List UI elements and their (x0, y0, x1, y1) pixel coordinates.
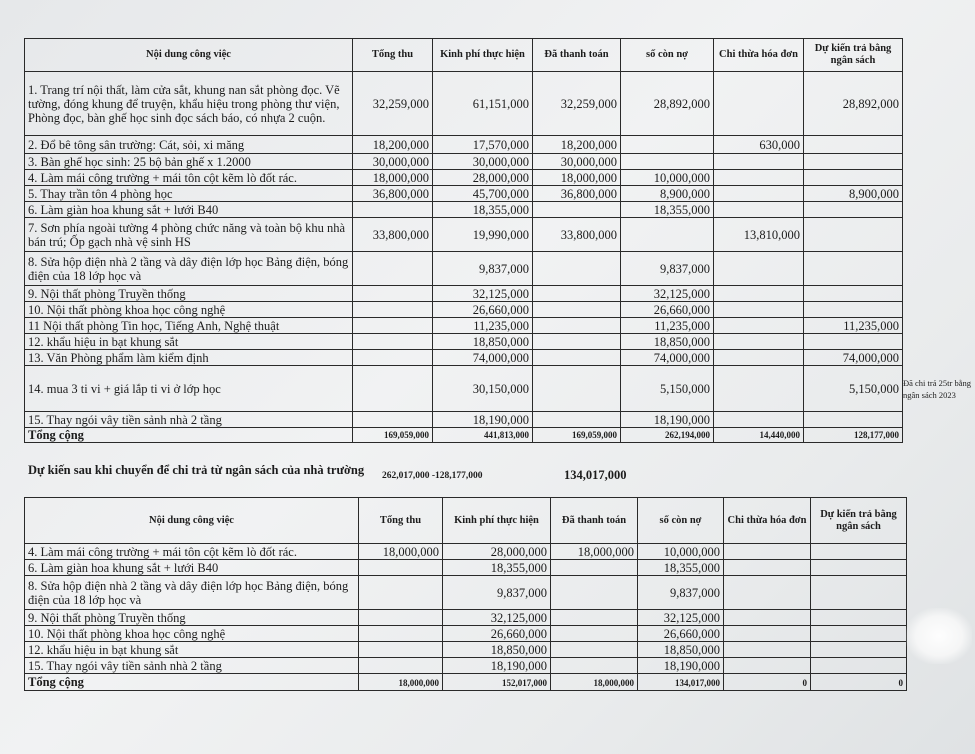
total-kinh-phi: 152,017,000 (443, 674, 551, 691)
row-description: 12. khẩu hiệu in bạt khung sắt (25, 642, 359, 658)
table-row (25, 658, 907, 674)
cell-da-tt (533, 202, 621, 218)
table-row (25, 302, 903, 318)
cell-kinh-phi: 32,125,000 (433, 286, 533, 302)
cell-kinh-phi: 9,837,000 (433, 252, 533, 286)
cell-chi-thua (714, 318, 804, 334)
cell-chi-thua (714, 186, 804, 202)
table-row (25, 218, 903, 252)
cell-con-no: 18,190,000 (638, 658, 724, 674)
total-da-tt: 18,000,000 (551, 674, 638, 691)
cell-chi-thua (724, 544, 811, 560)
header-kinh-phi: Kinh phí thực hiện (433, 39, 533, 72)
cell-tong-thu (359, 560, 443, 576)
cell-tong-thu: 33,800,000 (353, 218, 433, 252)
table-row (25, 286, 903, 302)
row-description: 15. Thay ngói vây tiền sảnh nhà 2 tầng (25, 412, 353, 428)
cell-du-kien (811, 576, 907, 610)
cell-chi-thua (714, 366, 804, 412)
cell-tong-thu: 18,000,000 (353, 170, 433, 186)
table-row (25, 642, 907, 658)
cell-kinh-phi: 17,570,000 (433, 136, 533, 154)
table-row (25, 366, 903, 412)
expense-table-remaining (24, 497, 907, 691)
cell-da-tt (551, 626, 638, 642)
cell-kinh-phi: 45,700,000 (433, 186, 533, 202)
cell-kinh-phi: 19,990,000 (433, 218, 533, 252)
cell-da-tt (533, 318, 621, 334)
row-description: 8. Sửa hộp điện nhà 2 tầng và dây điện lớp học Bảng điện, bóng điện của 18 lớp học và (25, 252, 353, 286)
row-description: 10. Nội thất phòng khoa học công nghệ (25, 626, 359, 642)
cell-con-no: 74,000,000 (621, 350, 714, 366)
cell-kinh-phi: 26,660,000 (443, 626, 551, 642)
cell-du-kien (811, 642, 907, 658)
cell-chi-thua (724, 658, 811, 674)
total-du-kien: 0 (811, 674, 907, 691)
cell-chi-thua (714, 286, 804, 302)
table2-body (25, 544, 907, 691)
total-du-kien: 128,177,000 (804, 428, 903, 443)
cell-tong-thu: 32,259,000 (353, 72, 433, 136)
total-da-tt: 169,059,000 (533, 428, 621, 443)
cell-da-tt (533, 252, 621, 286)
cell-da-tt: 30,000,000 (533, 154, 621, 170)
row-description: 8. Sửa hộp điện nhà 2 tầng và dây điện lớp học Bảng điện, bóng điện của 18 lớp học và (25, 576, 359, 610)
table-row (25, 136, 903, 154)
row-description: 1. Trang trí nội thất, làm cửa sắt, khung nan sắt phòng đọc. Vẽ tường, đóng khung để truyện, khẩu hiệu trong phòng thư viện, Phòng đọc, bàn ghế học sinh đọc sách báo, có nhựa 2 cuộn. (25, 72, 353, 136)
total-chi-thua: 0 (724, 674, 811, 691)
total-con-no: 134,017,000 (638, 674, 724, 691)
cell-con-no: 28,892,000 (621, 72, 714, 136)
cell-tong-thu: 18,200,000 (353, 136, 433, 154)
cell-kinh-phi: 28,000,000 (443, 544, 551, 560)
cell-du-kien (804, 202, 903, 218)
table-row (25, 72, 903, 136)
cell-chi-thua (724, 576, 811, 610)
row-description: 5. Thay trần tôn 4 phòng học (25, 186, 353, 202)
table-row (25, 544, 907, 560)
row-description: 13. Văn Phòng phẩm làm kiểm định (25, 350, 353, 366)
cell-du-kien (804, 286, 903, 302)
total-label: Tổng cộng (25, 674, 359, 691)
total-chi-thua: 14,440,000 (714, 428, 804, 443)
cell-kinh-phi: 18,190,000 (443, 658, 551, 674)
total-row (25, 428, 903, 443)
cell-da-tt: 18,000,000 (533, 170, 621, 186)
cell-tong-thu (353, 334, 433, 350)
table-row (25, 560, 907, 576)
row-description: 6. Làm giàn hoa khung sắt + lưới B40 (25, 560, 359, 576)
table-row (25, 170, 903, 186)
cell-du-kien: 11,235,000 (804, 318, 903, 334)
cell-chi-thua (714, 154, 804, 170)
cell-chi-thua (714, 302, 804, 318)
cell-da-tt: 32,259,000 (533, 72, 621, 136)
header-da-thanh-toan: Đã thanh toán (551, 498, 638, 544)
cell-du-kien: 5,150,000 (804, 366, 903, 412)
header-so-con-no: số còn nợ (638, 498, 724, 544)
cell-du-kien (804, 218, 903, 252)
cell-tong-thu (359, 576, 443, 610)
row-description: 4. Làm mái công trường + mái tôn cột kẽm lò đốt rác. (25, 170, 353, 186)
cell-chi-thua: 13,810,000 (714, 218, 804, 252)
cell-du-kien (804, 302, 903, 318)
cell-kinh-phi: 18,355,000 (433, 202, 533, 218)
table-header-row (25, 39, 903, 72)
table1-body (25, 72, 903, 443)
cell-kinh-phi: 9,837,000 (443, 576, 551, 610)
header-du-kien: Dự kiến trả bằng ngân sách (811, 498, 907, 544)
cell-da-tt (551, 658, 638, 674)
table-header-row (25, 498, 907, 544)
cell-kinh-phi: 32,125,000 (443, 610, 551, 626)
table-row (25, 318, 903, 334)
cell-du-kien (804, 252, 903, 286)
cell-du-kien (811, 658, 907, 674)
cell-chi-thua (714, 334, 804, 350)
cell-chi-thua (714, 72, 804, 136)
cell-tong-thu (353, 202, 433, 218)
header-chi-thua: Chi thừa hóa đơn (724, 498, 811, 544)
cell-du-kien (804, 334, 903, 350)
header-tong-thu: Tổng thu (353, 39, 433, 72)
summary-block (24, 463, 904, 497)
cell-chi-thua (714, 252, 804, 286)
cell-du-kien (811, 626, 907, 642)
table-row (25, 186, 903, 202)
row-description: 10. Nội thất phòng khoa học công nghệ (25, 302, 353, 318)
table-row (25, 610, 907, 626)
row-description: 3. Bàn ghế học sinh: 25 bộ bản ghế x 1.2000 (25, 154, 353, 170)
cell-chi-thua (724, 642, 811, 658)
cell-con-no: 18,850,000 (621, 334, 714, 350)
cell-con-no (621, 218, 714, 252)
cell-tong-thu (359, 610, 443, 626)
cell-da-tt (551, 576, 638, 610)
cell-da-tt (551, 642, 638, 658)
cell-du-kien (811, 544, 907, 560)
summary-result: 134,017,000 (564, 468, 627, 482)
cell-tong-thu (353, 366, 433, 412)
cell-con-no: 9,837,000 (638, 576, 724, 610)
cell-du-kien: 8,900,000 (804, 186, 903, 202)
cell-chi-thua (724, 626, 811, 642)
table-row (25, 334, 903, 350)
cell-con-no: 26,660,000 (621, 302, 714, 318)
cell-du-kien (804, 170, 903, 186)
summary-label: Dự kiến sau khi chuyển để chi trả từ ngân sách của nhà trường (28, 463, 365, 477)
cell-tong-thu (353, 412, 433, 428)
row-description: 9. Nội thất phòng Truyền thống (25, 286, 353, 302)
header-da-thanh-toan: Đã thanh toán (533, 39, 621, 72)
cell-chi-thua (714, 170, 804, 186)
cell-kinh-phi: 30,000,000 (433, 154, 533, 170)
cell-con-no: 10,000,000 (621, 170, 714, 186)
cell-tong-thu (359, 658, 443, 674)
header-chi-thua: Chi thừa hóa đơn (714, 39, 804, 72)
cell-chi-thua (724, 610, 811, 626)
cell-chi-thua (714, 412, 804, 428)
cell-kinh-phi: 11,235,000 (433, 318, 533, 334)
cell-kinh-phi: 18,190,000 (433, 412, 533, 428)
header-so-con-no: số còn nợ (621, 39, 714, 72)
expense-table-main (24, 38, 903, 443)
header-noi-dung: Nội dung công việc (25, 498, 359, 544)
cell-da-tt (533, 302, 621, 318)
table-row (25, 154, 903, 170)
cell-da-tt (533, 350, 621, 366)
total-tong-thu: 18,000,000 (359, 674, 443, 691)
total-row (25, 674, 907, 691)
row-description: 12. khẩu hiệu in bạt khung sắt (25, 334, 353, 350)
cell-da-tt (533, 334, 621, 350)
cell-kinh-phi: 26,660,000 (433, 302, 533, 318)
header-kinh-phi: Kinh phí thực hiện (443, 498, 551, 544)
cell-da-tt: 18,200,000 (533, 136, 621, 154)
cell-con-no: 18,850,000 (638, 642, 724, 658)
cell-tong-thu (353, 302, 433, 318)
cell-con-no: 26,660,000 (638, 626, 724, 642)
cell-chi-thua (714, 350, 804, 366)
cell-con-no: 9,837,000 (621, 252, 714, 286)
table-row (25, 252, 903, 286)
cell-da-tt: 18,000,000 (551, 544, 638, 560)
cell-con-no (621, 136, 714, 154)
cell-du-kien (804, 136, 903, 154)
cell-du-kien: 28,892,000 (804, 72, 903, 136)
header-du-kien: Dự kiến trả bằng ngân sách (804, 39, 903, 72)
header-tong-thu: Tổng thu (359, 498, 443, 544)
table-row (25, 350, 903, 366)
cell-tong-thu (353, 252, 433, 286)
cell-con-no: 8,900,000 (621, 186, 714, 202)
header-noi-dung: Nội dung công việc (25, 39, 353, 72)
cell-kinh-phi: 18,850,000 (443, 642, 551, 658)
cell-con-no: 18,355,000 (621, 202, 714, 218)
cell-kinh-phi: 28,000,000 (433, 170, 533, 186)
cell-tong-thu: 30,000,000 (353, 154, 433, 170)
cell-kinh-phi: 18,355,000 (443, 560, 551, 576)
cell-chi-thua (714, 202, 804, 218)
total-kinh-phi: 441,813,000 (433, 428, 533, 443)
row-description: 6. Làm giàn hoa khung sắt + lưới B40 (25, 202, 353, 218)
cell-con-no: 10,000,000 (638, 544, 724, 560)
cell-da-tt: 36,800,000 (533, 186, 621, 202)
cell-tong-thu (359, 642, 443, 658)
cell-tong-thu (353, 350, 433, 366)
cell-tong-thu (353, 318, 433, 334)
side-note: Đã chi trả 25tr bằng ngân sách 2023 (903, 378, 971, 400)
cell-da-tt (551, 610, 638, 626)
cell-du-kien (811, 560, 907, 576)
cell-tong-thu: 36,800,000 (353, 186, 433, 202)
cell-tong-thu (353, 286, 433, 302)
row-description: 11 Nội thất phòng Tin học, Tiếng Anh, Nghệ thuật (25, 318, 353, 334)
row-description: 14. mua 3 ti vi + giá lắp ti vi ở lớp học (25, 366, 353, 412)
cell-tong-thu (359, 626, 443, 642)
cell-kinh-phi: 18,850,000 (433, 334, 533, 350)
cell-con-no: 32,125,000 (638, 610, 724, 626)
row-description: 9. Nội thất phòng Truyền thống (25, 610, 359, 626)
table-row (25, 626, 907, 642)
total-label: Tổng cộng (25, 428, 353, 443)
cell-con-no: 18,190,000 (621, 412, 714, 428)
total-tong-thu: 169,059,000 (353, 428, 433, 443)
total-con-no: 262,194,000 (621, 428, 714, 443)
paper-smudge (906, 608, 972, 664)
cell-con-no: 11,235,000 (621, 318, 714, 334)
row-description: 2. Đổ bê tông sân trường: Cát, sỏi, xi măng (25, 136, 353, 154)
table-row (25, 202, 903, 218)
cell-du-kien: 74,000,000 (804, 350, 903, 366)
cell-du-kien (811, 610, 907, 626)
cell-da-tt: 33,800,000 (533, 218, 621, 252)
table-row (25, 412, 903, 428)
table-row (25, 576, 907, 610)
cell-da-tt (533, 412, 621, 428)
row-description: 15. Thay ngói vây tiền sảnh nhà 2 tầng (25, 658, 359, 674)
cell-con-no: 32,125,000 (621, 286, 714, 302)
cell-chi-thua (724, 560, 811, 576)
cell-con-no (621, 154, 714, 170)
cell-con-no: 18,355,000 (638, 560, 724, 576)
cell-da-tt (533, 366, 621, 412)
cell-du-kien (804, 412, 903, 428)
summary-formula: 262,017,000 -128,177,000 (382, 471, 483, 481)
cell-kinh-phi: 61,151,000 (433, 72, 533, 136)
cell-kinh-phi: 74,000,000 (433, 350, 533, 366)
cell-kinh-phi: 30,150,000 (433, 366, 533, 412)
cell-con-no: 5,150,000 (621, 366, 714, 412)
row-description: 7. Sơn phía ngoài tường 4 phòng chức năng và toàn bộ khu nhà bán trú; Ốp gạch nhà vệ sinh HS (25, 218, 353, 252)
cell-chi-thua: 630,000 (714, 136, 804, 154)
cell-da-tt (551, 560, 638, 576)
cell-du-kien (804, 154, 903, 170)
row-description: 4. Làm mái công trường + mái tôn cột kẽm lò đốt rác. (25, 544, 359, 560)
cell-tong-thu: 18,000,000 (359, 544, 443, 560)
cell-da-tt (533, 286, 621, 302)
